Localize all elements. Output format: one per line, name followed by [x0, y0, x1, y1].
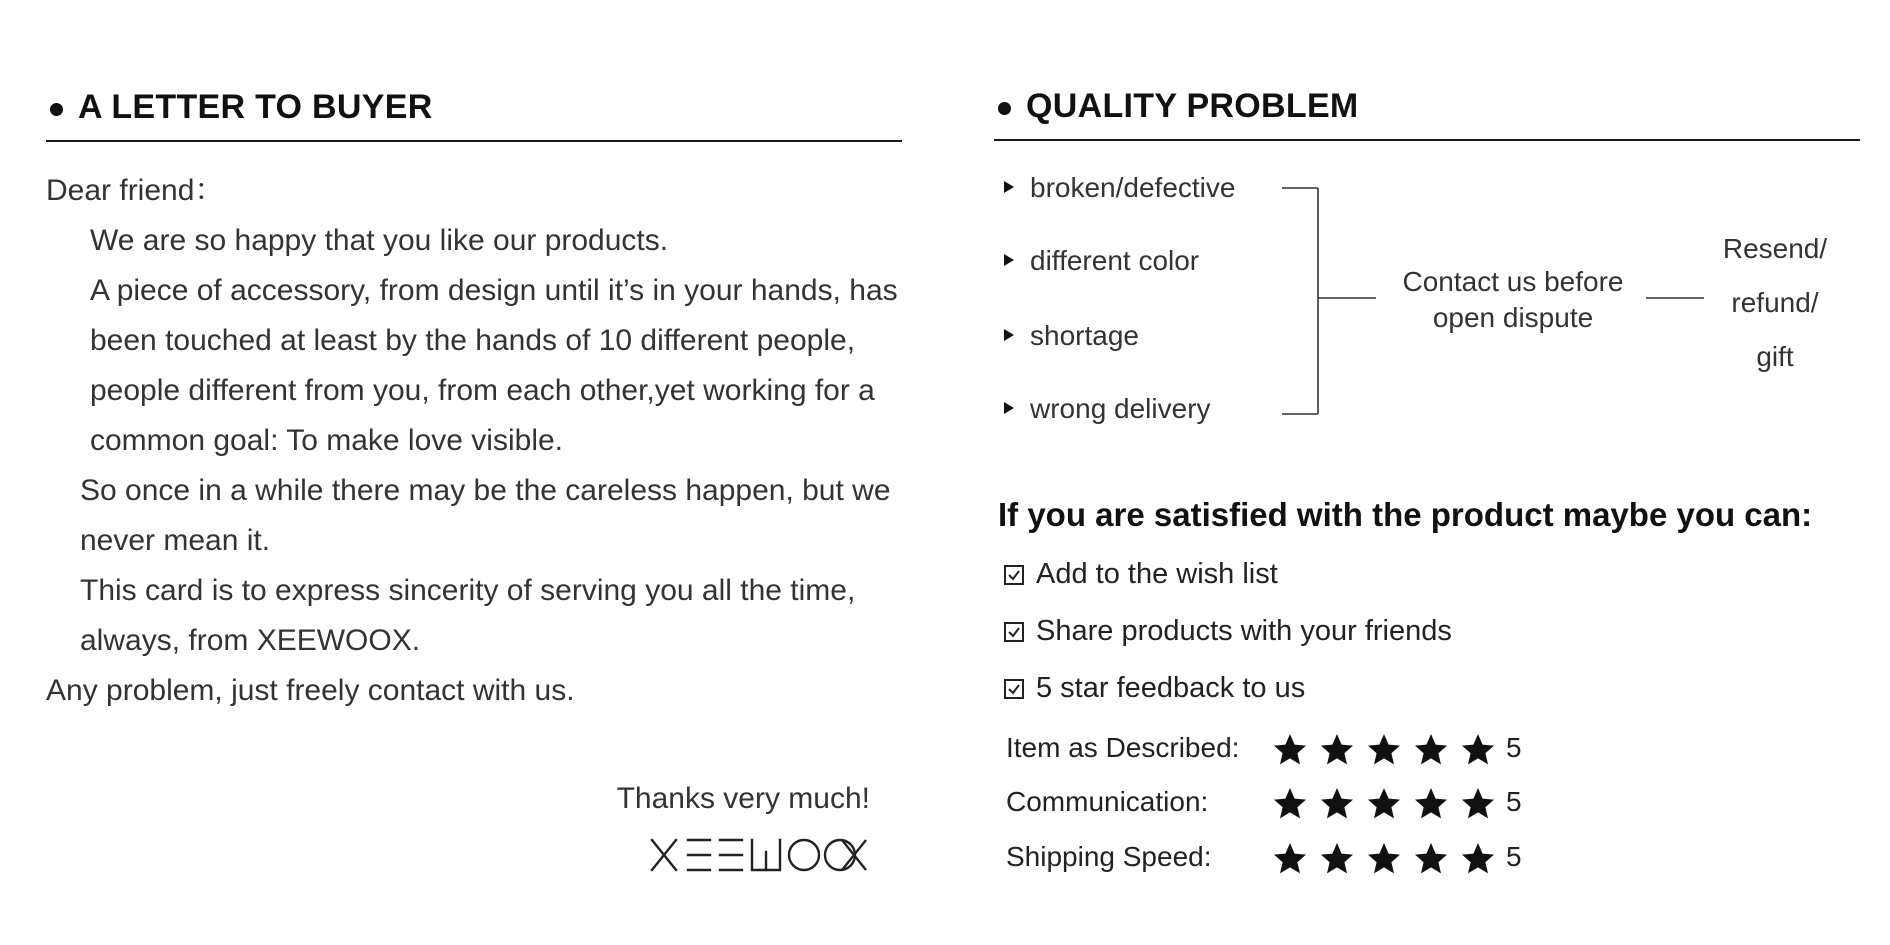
connector-line: [1644, 296, 1706, 300]
star-icon: [1272, 732, 1308, 766]
checkbox-checked-icon: [1004, 565, 1024, 585]
star-icon: [1319, 786, 1355, 820]
star-icon: [1272, 841, 1308, 875]
star-icon: [1366, 841, 1402, 875]
problem-item: [1004, 245, 1199, 277]
rating-value: 5: [1506, 841, 1522, 872]
letter-section-title: A LETTER TO BUYER: [78, 88, 433, 126]
contact-before-dispute-text: Contact us before open dispute: [1402, 266, 1624, 333]
resolution-line: refund/: [1731, 287, 1819, 318]
star-rating: [1272, 732, 1507, 764]
checkbox-checked-icon: [1004, 679, 1024, 699]
problem-item: [1004, 393, 1211, 425]
checklist-label: Share products with your friends: [1036, 615, 1452, 647]
triangle-bullet-icon: [1004, 254, 1014, 266]
thanks-text: Thanks very much!: [616, 782, 870, 815]
star-icon: [1413, 841, 1449, 875]
rating-label: Item as Described:: [1006, 732, 1240, 763]
problem-label: shortage: [1030, 320, 1139, 351]
star-icon: [1460, 786, 1496, 820]
rating-value: 5: [1506, 732, 1522, 763]
letter-paragraph: So once in a while there may be the careless happen, but we never mean it.: [80, 474, 891, 557]
problem-label: different color: [1030, 245, 1200, 276]
quality-section-title: QUALITY PROBLEM: [1026, 87, 1359, 125]
rating-label: Communication:: [1006, 786, 1209, 817]
brand-signature-x-end: [840, 838, 870, 877]
triangle-bullet-icon: [1004, 181, 1014, 193]
star-icon: [1319, 732, 1355, 766]
problem-item: [1004, 320, 1139, 352]
triangle-bullet-icon: [1004, 402, 1014, 414]
letter-paragraph: We are so happy that you like our products.: [90, 224, 669, 257]
checklist-label: 5 star feedback to us: [1036, 672, 1306, 704]
star-icon: [1413, 786, 1449, 820]
problem-label: wrong delivery: [1030, 393, 1211, 424]
quality-section-header: [994, 79, 1860, 141]
resolution-line: gift: [1756, 341, 1794, 372]
letter-paragraph: Any problem, just freely contact with us.: [46, 674, 575, 707]
star-icon: [1366, 786, 1402, 820]
rating-label: Shipping Speed:: [1006, 841, 1212, 872]
star-icon: [1272, 786, 1308, 820]
star-icon: [1319, 841, 1355, 875]
brand-signature-logo: [650, 838, 872, 877]
checklist-item: [1004, 558, 1278, 591]
problem-label: broken/defective: [1030, 172, 1236, 203]
letter-paragraph: This card is to express sincerity of serving you all the time, always, from XEEWOOX.: [80, 574, 856, 657]
star-icon: [1413, 732, 1449, 766]
letter-greeting: Dear friend：: [46, 174, 225, 207]
letter-section-header: [46, 80, 902, 142]
triangle-bullet-icon: [1004, 329, 1014, 341]
star-icon: [1366, 732, 1402, 766]
star-icon: [1460, 841, 1496, 875]
problem-item: [1004, 172, 1235, 204]
letter-paragraph: A piece of accessory, from design until it’s in your hands, has been touched at least by the hands of 10 different people, people different from you, from each other,yet working for a common goal: To make love visible.: [90, 274, 906, 457]
checklist-label: Add to the wish list: [1036, 558, 1278, 590]
checklist-item: [1004, 672, 1305, 705]
checkbox-checked-icon: [1004, 622, 1024, 642]
letter-body: [46, 166, 906, 716]
star-rating: [1272, 841, 1507, 873]
resolution-options: [1700, 222, 1850, 384]
satisfied-heading: If you are satisfied with the product maybe you can:: [998, 496, 1813, 533]
bullet-dot-icon: [998, 102, 1011, 115]
rating-value: 5: [1506, 786, 1522, 817]
star-icon: [1460, 732, 1496, 766]
resolution-line: Resend/: [1722, 233, 1828, 264]
bullet-dot-icon: [50, 103, 63, 116]
star-rating: [1272, 786, 1507, 818]
checklist-item: [1004, 615, 1452, 648]
